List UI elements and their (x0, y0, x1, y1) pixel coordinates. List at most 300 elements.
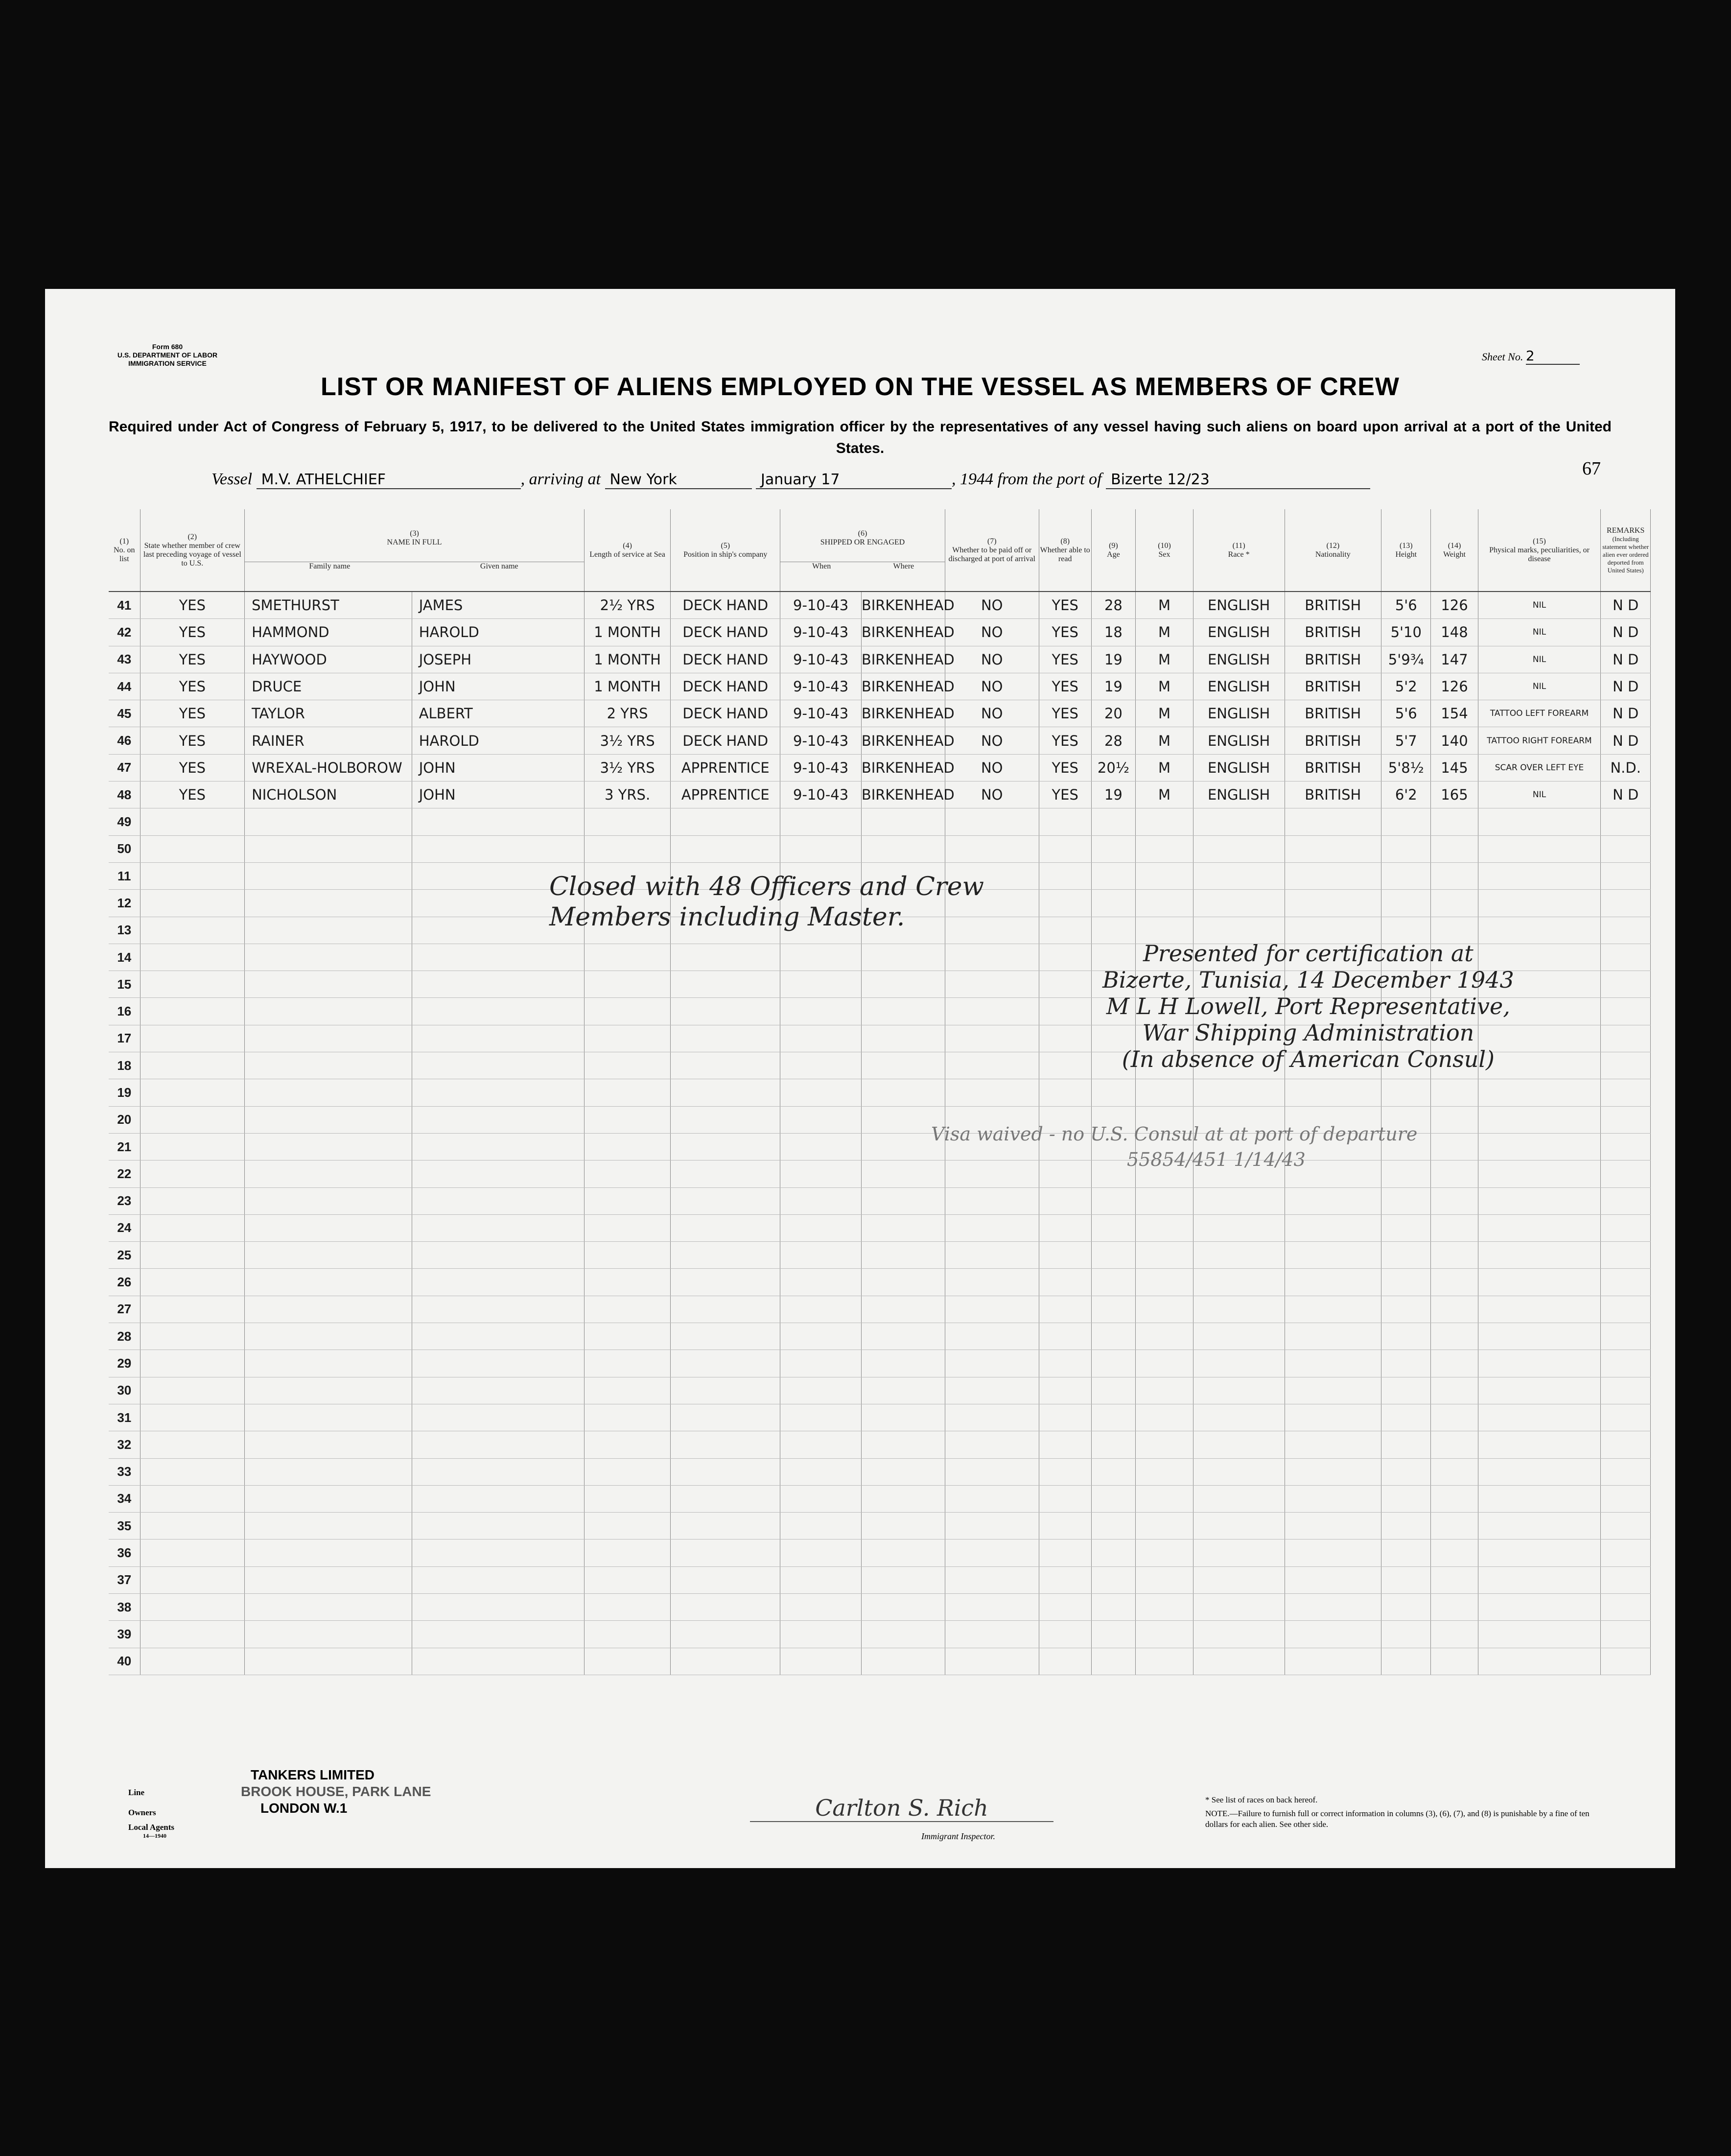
empty-cell (245, 1269, 412, 1296)
empty-cell (945, 1323, 1039, 1350)
document-title: LIST OR MANIFEST OF ALIENS EMPLOYED ON THE VESSEL AS MEMBERS OF CREW (321, 373, 1400, 401)
length-of-service-cell: 3 YRS. (585, 782, 671, 808)
empty-cell (1136, 1242, 1193, 1269)
empty-cell (1381, 862, 1431, 889)
empty-cell (1193, 1540, 1285, 1566)
empty-cell (412, 1566, 584, 1593)
empty-cell (671, 835, 780, 862)
empty-cell (1285, 1621, 1381, 1648)
empty-cell (1478, 1377, 1601, 1404)
empty-cell (1381, 1540, 1431, 1566)
empty-cell (412, 1458, 584, 1485)
height-cell: 5'7 (1381, 727, 1431, 754)
empty-cell (140, 1621, 245, 1648)
empty-cell (585, 1377, 671, 1404)
empty-cell (1431, 1593, 1478, 1620)
empty-cell (1601, 944, 1651, 971)
empty-cell (140, 1079, 245, 1106)
sex-cell: M (1136, 754, 1193, 781)
age-cell: 18 (1091, 619, 1136, 646)
empty-cell (1381, 1350, 1431, 1377)
departure-port: Bizerte 12/23 (1106, 471, 1370, 489)
empty-cell (1431, 1350, 1478, 1377)
empty-cell (1601, 1648, 1651, 1675)
paid-off-cell: NO (945, 619, 1039, 646)
empty-cell (780, 1161, 861, 1187)
row-number-cell: 48 (109, 782, 140, 808)
empty-cell (1431, 1269, 1478, 1296)
empty-cell (1381, 890, 1431, 917)
empty-cell (1193, 1431, 1285, 1458)
position-cell: DECK HAND (671, 646, 780, 673)
weight-cell: 145 (1431, 754, 1478, 781)
empty-cell (1039, 862, 1091, 889)
empty-cell (861, 944, 945, 971)
empty-cell (245, 1485, 412, 1512)
empty-cell (140, 1269, 245, 1296)
empty-cell (945, 1079, 1039, 1106)
nationality-cell: BRITISH (1285, 700, 1381, 727)
closed-note: Closed with 48 Officers and Crew Members including Master. (549, 872, 984, 932)
table-row (109, 1106, 1651, 1133)
empty-cell (1285, 1404, 1381, 1431)
empty-cell (1136, 1513, 1193, 1540)
empty-cell (1431, 1323, 1478, 1350)
empty-cell (945, 944, 1039, 971)
empty-cell (585, 1052, 671, 1079)
row-number-cell: 20 (109, 1106, 140, 1133)
table-row (109, 727, 1651, 754)
empty-cell (671, 1214, 780, 1241)
empty-cell (780, 1540, 861, 1566)
table-row (109, 592, 1651, 619)
empty-cell (1039, 1269, 1091, 1296)
empty-cell (585, 1214, 671, 1241)
table-row (109, 1566, 1651, 1593)
empty-cell (1193, 1187, 1285, 1214)
empty-cell (412, 1296, 584, 1323)
empty-cell (412, 1377, 584, 1404)
empty-cell (1381, 1404, 1431, 1431)
empty-cell (1285, 1350, 1381, 1377)
col-header-weight: (14) Weight (1431, 509, 1478, 592)
shipped-when-cell: 9-10-43 (780, 754, 861, 781)
empty-cell (861, 1648, 945, 1675)
empty-cell (945, 1187, 1039, 1214)
empty-cell (1039, 1350, 1091, 1377)
empty-cell (1039, 808, 1091, 835)
family-name-cell: TAYLOR (245, 700, 412, 727)
race-cell: ENGLISH (1193, 754, 1285, 781)
empty-cell (1285, 835, 1381, 862)
empty-cell (945, 1621, 1039, 1648)
empty-cell (585, 1350, 671, 1377)
physical-marks-cell: NIL (1478, 673, 1601, 700)
empty-cell (412, 1431, 584, 1458)
empty-cell (1091, 1323, 1136, 1350)
empty-cell (1601, 1052, 1651, 1079)
table-row (109, 646, 1651, 673)
empty-cell (1601, 1242, 1651, 1269)
empty-cell (1285, 1513, 1381, 1540)
empty-cell (1039, 1296, 1091, 1323)
empty-cell (1039, 1431, 1091, 1458)
empty-cell (140, 1566, 245, 1593)
remarks-cell: N D (1601, 782, 1651, 808)
empty-cell (780, 835, 861, 862)
empty-cell (861, 835, 945, 862)
empty-cell (945, 1593, 1039, 1620)
empty-cell (140, 1161, 245, 1187)
weight-cell: 154 (1431, 700, 1478, 727)
sheet-number-value: 2 (1525, 348, 1535, 364)
row-number-cell: 26 (109, 1269, 140, 1296)
empty-cell (780, 1485, 861, 1512)
empty-cell (671, 944, 780, 971)
shipped-where-cell: BIRKENHEAD (861, 646, 945, 673)
empty-cell (412, 1485, 584, 1512)
empty-cell (1381, 1431, 1431, 1458)
empty-cell (1091, 1540, 1136, 1566)
able-to-read-cell: YES (1039, 673, 1091, 700)
empty-cell (1478, 1485, 1601, 1512)
remarks-cell: N D (1601, 673, 1651, 700)
row-number-cell: 21 (109, 1133, 140, 1160)
empty-cell (140, 971, 245, 998)
empty-cell (1601, 1431, 1651, 1458)
empty-cell (1091, 1377, 1136, 1404)
row-number-cell: 29 (109, 1350, 140, 1377)
nationality-cell: BRITISH (1285, 673, 1381, 700)
empty-cell (140, 890, 245, 917)
height-cell: 5'6 (1381, 592, 1431, 619)
empty-cell (1601, 1296, 1651, 1323)
empty-cell (1136, 1269, 1193, 1296)
age-cell: 28 (1091, 592, 1136, 619)
empty-cell (1478, 1648, 1601, 1675)
height-cell: 5'9¾ (1381, 646, 1431, 673)
empty-cell (140, 1242, 245, 1269)
previous-voyage-cell: YES (140, 727, 245, 754)
empty-cell (245, 971, 412, 998)
height-cell: 6'2 (1381, 782, 1431, 808)
empty-cell (1285, 1485, 1381, 1512)
empty-cell (861, 1323, 945, 1350)
empty-cell (585, 1458, 671, 1485)
family-name-cell: SMETHURST (245, 592, 412, 619)
empty-cell (245, 1593, 412, 1620)
remarks-cell: N D (1601, 646, 1651, 673)
arrival-port: New York (605, 471, 752, 489)
shipped-when-cell: 9-10-43 (780, 727, 861, 754)
empty-cell (1381, 1296, 1431, 1323)
row-number-cell: 22 (109, 1161, 140, 1187)
empty-cell (945, 1025, 1039, 1052)
empty-cell (1039, 944, 1091, 971)
empty-cell (1478, 1214, 1601, 1241)
empty-cell (1431, 1296, 1478, 1323)
empty-cell (1039, 1513, 1091, 1540)
previous-voyage-cell: YES (140, 700, 245, 727)
empty-cell (945, 1648, 1039, 1675)
empty-cell (1039, 1377, 1091, 1404)
footnote: * See list of races on back hereof. NOTE.—Failure to furnish full or correct information in columns (3), (6), (7), and (8) is punishable by a fine of ten dollars for each alien. See other side. (1205, 1795, 1590, 1829)
empty-cell (671, 1052, 780, 1079)
empty-cell (1285, 1566, 1381, 1593)
empty-cell (1431, 1242, 1478, 1269)
length-of-service-cell: 2 YRS (585, 700, 671, 727)
row-number-cell: 44 (109, 673, 140, 700)
previous-voyage-cell: YES (140, 673, 245, 700)
row-number-cell: 31 (109, 1404, 140, 1431)
empty-cell (1136, 1404, 1193, 1431)
empty-cell (412, 1404, 584, 1431)
table-row (109, 1350, 1651, 1377)
empty-cell (1601, 808, 1651, 835)
empty-cell (140, 1431, 245, 1458)
empty-cell (1039, 1025, 1091, 1052)
empty-cell (140, 1485, 245, 1512)
empty-cell (1285, 1269, 1381, 1296)
table-row (109, 1621, 1651, 1648)
empty-cell (412, 808, 584, 835)
empty-cell (1039, 1485, 1091, 1512)
empty-cell (1478, 1540, 1601, 1566)
col-header-no: (1) No. on list (109, 509, 140, 592)
empty-cell (412, 1161, 584, 1187)
empty-cell (1478, 835, 1601, 862)
empty-cell (1091, 808, 1136, 835)
empty-cell (245, 1621, 412, 1648)
empty-cell (1478, 1187, 1601, 1214)
table-row (109, 1431, 1651, 1458)
row-number-cell: 24 (109, 1214, 140, 1241)
empty-cell (1381, 1377, 1431, 1404)
empty-cell (780, 1593, 861, 1620)
empty-cell (1431, 862, 1478, 889)
weight-cell: 126 (1431, 673, 1478, 700)
empty-cell (1381, 1187, 1431, 1214)
empty-cell (1285, 1458, 1381, 1485)
empty-cell (245, 1214, 412, 1241)
empty-cell (1091, 1269, 1136, 1296)
empty-cell (585, 1593, 671, 1620)
empty-cell (1136, 1079, 1193, 1106)
empty-cell (671, 1404, 780, 1431)
empty-cell (1431, 1404, 1478, 1431)
row-number-cell: 41 (109, 592, 140, 619)
empty-cell (585, 1404, 671, 1431)
table-row (109, 808, 1651, 835)
age-cell: 20 (1091, 700, 1136, 727)
empty-cell (1478, 1079, 1601, 1106)
empty-cell (1285, 1296, 1381, 1323)
empty-cell (1039, 998, 1091, 1025)
empty-cell (1601, 1214, 1651, 1241)
empty-cell (1193, 1377, 1285, 1404)
table-row (109, 1079, 1651, 1106)
row-number-cell: 33 (109, 1458, 140, 1485)
height-cell: 5'2 (1381, 673, 1431, 700)
row-number-cell: 38 (109, 1593, 140, 1620)
shipped-where-cell: BIRKENHEAD (861, 754, 945, 781)
empty-cell (245, 1458, 412, 1485)
empty-cell (412, 998, 584, 1025)
empty-cell (585, 1106, 671, 1133)
table-row (109, 1377, 1651, 1404)
length-of-service-cell: 1 MONTH (585, 646, 671, 673)
table-row (109, 673, 1651, 700)
given-name-cell: ALBERT (412, 700, 584, 727)
family-name-cell: HAMMOND (245, 619, 412, 646)
empty-cell (585, 998, 671, 1025)
shipped-where-cell: BIRKENHEAD (861, 727, 945, 754)
table-row (109, 1242, 1651, 1269)
shipped-where-cell: BIRKENHEAD (861, 619, 945, 646)
empty-cell (245, 1242, 412, 1269)
empty-cell (671, 808, 780, 835)
empty-cell (1039, 1593, 1091, 1620)
empty-cell (1431, 1621, 1478, 1648)
empty-cell (1285, 1648, 1381, 1675)
footer-labels: Line Owners Local Agents 14—1940 (128, 1788, 174, 1839)
empty-cell (945, 971, 1039, 998)
empty-cell (1136, 1648, 1193, 1675)
empty-cell (1601, 890, 1651, 917)
empty-cell (245, 1350, 412, 1377)
family-name-cell: DRUCE (245, 673, 412, 700)
empty-cell (585, 944, 671, 971)
empty-cell (412, 1106, 584, 1133)
row-number-cell: 50 (109, 835, 140, 862)
empty-cell (1285, 808, 1381, 835)
empty-cell (1091, 1187, 1136, 1214)
form-identifier: Form 680 U.S. DEPARTMENT OF LABOR IMMIGRATION SERVICE (117, 343, 218, 367)
empty-cell (671, 1106, 780, 1133)
empty-cell (245, 1296, 412, 1323)
height-cell: 5'10 (1381, 619, 1431, 646)
table-row (109, 1485, 1651, 1512)
empty-cell (945, 1269, 1039, 1296)
length-of-service-cell: 3½ YRS (585, 727, 671, 754)
age-cell: 28 (1091, 727, 1136, 754)
col-header-sex: (10) Sex (1136, 509, 1193, 592)
row-number-cell: 39 (109, 1621, 140, 1648)
empty-cell (861, 1458, 945, 1485)
empty-cell (1136, 1485, 1193, 1512)
crew-table (109, 509, 1651, 1675)
empty-cell (1039, 917, 1091, 944)
physical-marks-cell: TATTOO RIGHT FOREARM (1478, 727, 1601, 754)
empty-cell (1285, 890, 1381, 917)
empty-cell (861, 1431, 945, 1458)
remarks-cell: N D (1601, 700, 1651, 727)
physical-marks-cell: NIL (1478, 592, 1601, 619)
row-number-cell: 17 (109, 1025, 140, 1052)
empty-cell (140, 1323, 245, 1350)
empty-cell (1381, 1242, 1431, 1269)
age-cell: 20½ (1091, 754, 1136, 781)
shipped-when-cell: 9-10-43 (780, 700, 861, 727)
empty-cell (671, 1485, 780, 1512)
shipped-where-cell: BIRKENHEAD (861, 700, 945, 727)
remarks-cell: N D (1601, 592, 1651, 619)
empty-cell (140, 1350, 245, 1377)
empty-cell (1285, 1377, 1381, 1404)
empty-cell (1136, 1350, 1193, 1377)
empty-cell (1381, 1593, 1431, 1620)
empty-cell (1601, 1540, 1651, 1566)
age-cell: 19 (1091, 646, 1136, 673)
family-name-cell: WREXAL-HOLBOROW (245, 754, 412, 781)
table-row (109, 1648, 1651, 1675)
nationality-cell: BRITISH (1285, 754, 1381, 781)
empty-cell (245, 1025, 412, 1052)
empty-cell (140, 944, 245, 971)
empty-cell (945, 1431, 1039, 1458)
nationality-cell: BRITISH (1285, 592, 1381, 619)
sheet-number: Sheet No. 2 (1482, 348, 1580, 365)
empty-cell (245, 917, 412, 944)
row-number-cell: 27 (109, 1296, 140, 1323)
row-number-cell: 46 (109, 727, 140, 754)
empty-cell (780, 1079, 861, 1106)
empty-cell (945, 1377, 1039, 1404)
empty-cell (585, 1513, 671, 1540)
empty-cell (245, 1377, 412, 1404)
empty-cell (245, 1133, 412, 1160)
empty-cell (1601, 1621, 1651, 1648)
empty-cell (1091, 835, 1136, 862)
race-cell: ENGLISH (1193, 619, 1285, 646)
empty-cell (1193, 1593, 1285, 1620)
empty-cell (861, 1269, 945, 1296)
shipped-where-cell: BIRKENHEAD (861, 782, 945, 808)
table-row (109, 1458, 1651, 1485)
empty-cell (1381, 1513, 1431, 1540)
empty-cell (1039, 835, 1091, 862)
visa-note: Visa waived - no U.S. Consul at at port of departure 55854/451 1/14/43 (931, 1123, 1418, 1170)
weight-cell: 140 (1431, 727, 1478, 754)
position-cell: DECK HAND (671, 700, 780, 727)
empty-cell (1091, 1566, 1136, 1593)
empty-cell (585, 1025, 671, 1052)
empty-cell (1285, 1187, 1381, 1214)
table-row (109, 1296, 1651, 1323)
crew-table-body (109, 592, 1651, 1675)
empty-cell (245, 1513, 412, 1540)
table-row (109, 1323, 1651, 1350)
empty-cell (1091, 1079, 1136, 1106)
table-row (109, 1214, 1651, 1241)
family-name-cell: NICHOLSON (245, 782, 412, 808)
empty-cell (1478, 1621, 1601, 1648)
empty-cell (1039, 890, 1091, 917)
empty-cell (1601, 1350, 1651, 1377)
empty-cell (1478, 1566, 1601, 1593)
empty-cell (412, 1187, 584, 1214)
table-row (109, 1404, 1651, 1431)
shipped-when-cell: 9-10-43 (780, 646, 861, 673)
page-number: 67 (1582, 458, 1601, 479)
empty-cell (1193, 1404, 1285, 1431)
empty-cell (1193, 835, 1285, 862)
empty-cell (140, 1377, 245, 1404)
empty-cell (1431, 1377, 1478, 1404)
col-header-physical-marks: (15) Physical marks, peculiarities, or disease (1478, 509, 1601, 592)
empty-cell (1193, 808, 1285, 835)
empty-cell (1478, 1161, 1601, 1187)
